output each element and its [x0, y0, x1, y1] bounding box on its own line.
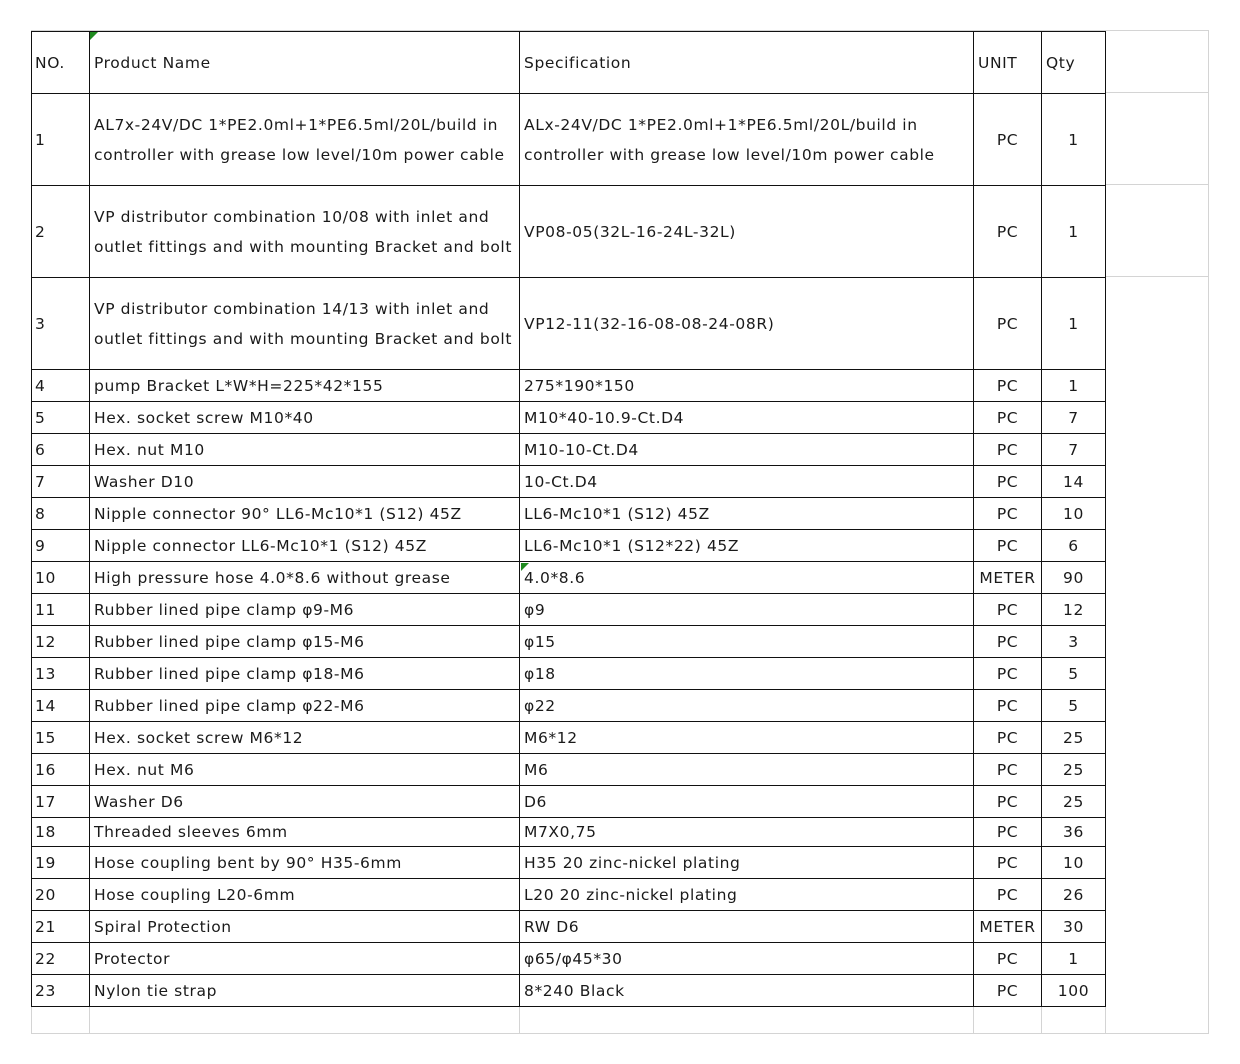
specification-cell[interactable]: φ22	[520, 690, 974, 722]
product-name-cell[interactable]: Rubber lined pipe clamp φ15-M6	[90, 626, 520, 658]
product-name-cell[interactable]: Nylon tie strap	[90, 975, 520, 1007]
table-row	[32, 975, 1106, 1007]
specification-cell[interactable]: VP12-11(32-16-08-08-24-08R)	[520, 278, 974, 370]
qty-cell[interactable]: 7	[1042, 434, 1106, 466]
table-row	[32, 818, 1106, 847]
grid-line	[31, 1003, 32, 1034]
product-name-cell[interactable]: VP distributor combination 14/13 with inlet and outlet fittings and with mounting Bracket and bolt	[90, 278, 520, 370]
unit-cell[interactable]: PC	[974, 847, 1042, 879]
grid-line	[973, 1003, 974, 1034]
unit-cell[interactable]: PC	[974, 754, 1042, 786]
product-name-cell[interactable]: Hex. socket screw M6*12	[90, 722, 520, 754]
qty-cell[interactable]: 1	[1042, 94, 1106, 186]
unit-cell[interactable]: PC	[974, 94, 1042, 186]
table-row	[32, 879, 1106, 911]
unit-cell[interactable]: PC	[974, 434, 1042, 466]
product-name-cell[interactable]: Hex. nut M6	[90, 754, 520, 786]
qty-cell[interactable]: 10	[1042, 498, 1106, 530]
qty-cell[interactable]: 26	[1042, 879, 1106, 911]
no-cell[interactable]: 21	[32, 911, 90, 943]
no-cell[interactable]: 2	[32, 186, 90, 278]
no-cell[interactable]: 19	[32, 847, 90, 879]
unit-cell[interactable]: PC	[974, 498, 1042, 530]
no-cell[interactable]: 1	[32, 94, 90, 186]
product-name-cell[interactable]: Spiral Protection	[90, 911, 520, 943]
qty-cell[interactable]: 6	[1042, 530, 1106, 562]
grid-line	[1208, 30, 1209, 1034]
product-name-cell[interactable]: Hose coupling bent by 90° H35-6mm	[90, 847, 520, 879]
specification-cell[interactable]: M6*12	[520, 722, 974, 754]
table-row	[32, 370, 1106, 402]
grid-line	[1105, 184, 1209, 185]
qty-cell[interactable]: 12	[1042, 594, 1106, 626]
table-row	[32, 466, 1106, 498]
qty-cell[interactable]: 25	[1042, 754, 1106, 786]
product-name-cell[interactable]: Threaded sleeves 6mm	[90, 818, 520, 847]
table-row	[32, 186, 1106, 278]
header-unit-cell[interactable]: UNIT	[974, 32, 1042, 94]
unit-cell[interactable]: PC	[974, 690, 1042, 722]
product-name-cell[interactable]: Rubber lined pipe clamp φ22-M6	[90, 690, 520, 722]
table-row	[32, 658, 1106, 690]
table-row	[32, 847, 1106, 879]
table-row	[32, 562, 1106, 594]
product-name-cell[interactable]: Rubber lined pipe clamp φ9-M6	[90, 594, 520, 626]
specification-cell[interactable]: φ15	[520, 626, 974, 658]
qty-cell[interactable]: 1	[1042, 278, 1106, 370]
specification-cell[interactable]: M10*40-10.9-Ct.D4	[520, 402, 974, 434]
grid-line	[1041, 1003, 1042, 1034]
specification-cell[interactable]: 8*240 Black	[520, 975, 974, 1007]
grid-line	[31, 1033, 1209, 1034]
no-cell[interactable]: 13	[32, 658, 90, 690]
header-qty-cell[interactable]: Qty	[1042, 32, 1106, 94]
product-name-cell[interactable]: Hose coupling L20-6mm	[90, 879, 520, 911]
table-row	[32, 498, 1106, 530]
table-row	[32, 594, 1106, 626]
qty-cell[interactable]: 14	[1042, 466, 1106, 498]
product-name-cell[interactable]: Rubber lined pipe clamp φ18-M6	[90, 658, 520, 690]
qty-cell[interactable]: 1	[1042, 943, 1106, 975]
product-name-cell[interactable]: AL7x-24V/DC 1*PE2.0ml+1*PE6.5ml/20L/build in controller with grease low level/10m power cable	[90, 94, 520, 186]
unit-cell[interactable]: PC	[974, 186, 1042, 278]
specification-cell[interactable]: φ65/φ45*30	[520, 943, 974, 975]
specification-cell[interactable]: L20 20 zinc-nickel plating	[520, 879, 974, 911]
product-name-cell[interactable]: Nipple connector LL6-Mc10*1 (S12) 45Z	[90, 530, 520, 562]
grid-line	[519, 1003, 520, 1034]
table-row	[32, 943, 1106, 975]
bill-of-materials-table	[31, 31, 1106, 1007]
header-specification-cell[interactable]: Specification	[520, 32, 974, 94]
specification-cell[interactable]: M10-10-Ct.D4	[520, 434, 974, 466]
grid-line	[1105, 1003, 1106, 1034]
product-name-cell[interactable]: Washer D6	[90, 786, 520, 818]
product-name-cell[interactable]: Protector	[90, 943, 520, 975]
specification-cell[interactable]: 10-Ct.D4	[520, 466, 974, 498]
header-product-name-cell[interactable]: Product Name	[90, 32, 520, 94]
unit-cell[interactable]: PC	[974, 975, 1042, 1007]
table-row	[32, 434, 1106, 466]
specification-cell[interactable]: ALx-24V/DC 1*PE2.0ml+1*PE6.5ml/20L/build in controller with grease low level/10m power cable	[520, 94, 974, 186]
no-cell[interactable]: 15	[32, 722, 90, 754]
product-name-cell[interactable]: Hex. nut M10	[90, 434, 520, 466]
qty-cell[interactable]: 1	[1042, 186, 1106, 278]
specification-cell[interactable]: LL6-Mc10*1 (S12) 45Z	[520, 498, 974, 530]
no-cell[interactable]: 23	[32, 975, 90, 1007]
header-no-cell[interactable]: NO.	[32, 32, 90, 94]
unit-cell[interactable]: PC	[974, 722, 1042, 754]
table-row	[32, 786, 1106, 818]
table-body	[32, 32, 1106, 1007]
qty-cell[interactable]: 5	[1042, 690, 1106, 722]
unit-cell[interactable]: PC	[974, 370, 1042, 402]
qty-cell[interactable]: 36	[1042, 818, 1106, 847]
table-row	[32, 690, 1106, 722]
grid-line	[89, 1003, 90, 1034]
unit-cell[interactable]: METER	[974, 562, 1042, 594]
specification-cell[interactable]: φ9	[520, 594, 974, 626]
qty-cell[interactable]: 30	[1042, 911, 1106, 943]
no-cell[interactable]: 9	[32, 530, 90, 562]
header-row	[32, 32, 1106, 94]
cell-comment-marker	[90, 32, 98, 40]
no-cell[interactable]: 18	[32, 818, 90, 847]
unit-cell[interactable]: PC	[974, 530, 1042, 562]
qty-cell[interactable]: 3	[1042, 626, 1106, 658]
no-cell[interactable]: 5	[32, 402, 90, 434]
no-cell[interactable]: 6	[32, 434, 90, 466]
product-name-cell[interactable]: High pressure hose 4.0*8.6 without grease	[90, 562, 520, 594]
no-cell[interactable]: 12	[32, 626, 90, 658]
specification-cell[interactable]: M6	[520, 754, 974, 786]
no-cell[interactable]: 22	[32, 943, 90, 975]
product-name-cell[interactable]: Nipple connector 90° LL6-Mc10*1 (S12) 45Z	[90, 498, 520, 530]
qty-cell[interactable]: 25	[1042, 786, 1106, 818]
no-cell[interactable]: 4	[32, 370, 90, 402]
no-cell[interactable]: 7	[32, 466, 90, 498]
no-cell[interactable]: 8	[32, 498, 90, 530]
unit-cell[interactable]: PC	[974, 879, 1042, 911]
unit-cell[interactable]: PC	[974, 943, 1042, 975]
no-cell[interactable]: 20	[32, 879, 90, 911]
qty-cell[interactable]: 100	[1042, 975, 1106, 1007]
specification-cell[interactable]: D6	[520, 786, 974, 818]
specification-cell[interactable]: RW D6	[520, 911, 974, 943]
specification-cell[interactable]: φ18	[520, 658, 974, 690]
qty-cell[interactable]: 10	[1042, 847, 1106, 879]
product-name-cell[interactable]: VP distributor combination 10/08 with inlet and outlet fittings and with mounting Bracket and bolt	[90, 186, 520, 278]
unit-cell[interactable]: PC	[974, 466, 1042, 498]
table-row	[32, 626, 1106, 658]
no-cell[interactable]: 14	[32, 690, 90, 722]
unit-cell[interactable]: PC	[974, 786, 1042, 818]
unit-cell[interactable]: PC	[974, 278, 1042, 370]
no-cell[interactable]: 11	[32, 594, 90, 626]
table-row	[32, 402, 1106, 434]
no-cell[interactable]: 16	[32, 754, 90, 786]
qty-cell[interactable]: 7	[1042, 402, 1106, 434]
cell-comment-marker	[521, 563, 529, 571]
product-name-cell[interactable]: pump Bracket L*W*H=225*42*155	[90, 370, 520, 402]
qty-cell[interactable]: 1	[1042, 370, 1106, 402]
specification-cell[interactable]: 4.0*8.6	[520, 562, 974, 594]
unit-cell[interactable]: PC	[974, 658, 1042, 690]
specification-cell[interactable]: VP08-05(32L-16-24L-32L)	[520, 186, 974, 278]
product-name-cell[interactable]: Hex. socket screw M10*40	[90, 402, 520, 434]
no-cell[interactable]: 3	[32, 278, 90, 370]
table-row	[32, 94, 1106, 186]
table-row	[32, 911, 1106, 943]
table-row	[32, 754, 1106, 786]
unit-cell[interactable]: PC	[974, 594, 1042, 626]
specification-cell[interactable]: 275*190*150	[520, 370, 974, 402]
qty-cell[interactable]: 25	[1042, 722, 1106, 754]
specification-cell[interactable]: M7X0,75	[520, 818, 974, 847]
specification-cell[interactable]: H35 20 zinc-nickel plating	[520, 847, 974, 879]
table-row	[32, 278, 1106, 370]
no-cell[interactable]: 17	[32, 786, 90, 818]
qty-cell[interactable]: 5	[1042, 658, 1106, 690]
grid-line	[1105, 276, 1209, 277]
specification-cell[interactable]: LL6-Mc10*1 (S12*22) 45Z	[520, 530, 974, 562]
unit-cell[interactable]: METER	[974, 911, 1042, 943]
no-cell[interactable]: 10	[32, 562, 90, 594]
unit-cell[interactable]: PC	[974, 402, 1042, 434]
table-row	[32, 530, 1106, 562]
product-name-cell[interactable]: Washer D10	[90, 466, 520, 498]
qty-cell[interactable]: 90	[1042, 562, 1106, 594]
unit-cell[interactable]: PC	[974, 818, 1042, 847]
unit-cell[interactable]: PC	[974, 626, 1042, 658]
table-row	[32, 722, 1106, 754]
grid-line	[1105, 92, 1209, 93]
